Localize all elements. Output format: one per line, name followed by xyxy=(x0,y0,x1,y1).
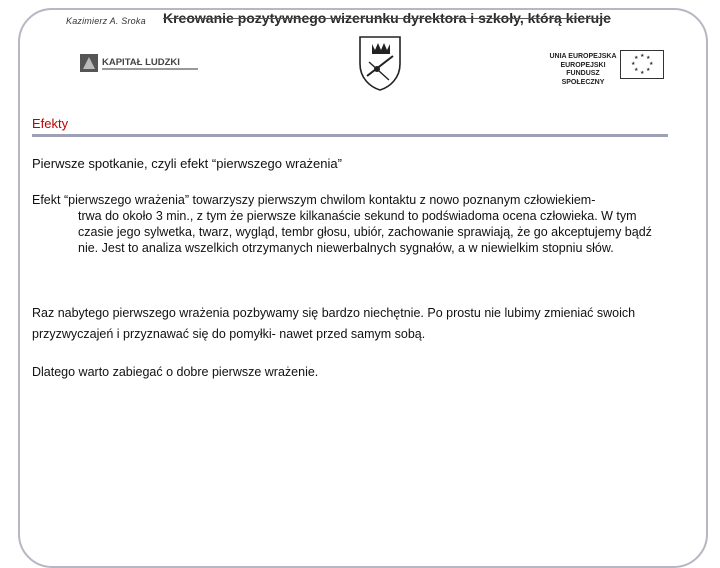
svg-text:★: ★ xyxy=(640,53,645,59)
paragraph-conclusion: Dlatego warto zabiegać o dobre pierwsze wrażenie. xyxy=(32,365,319,379)
kapital-ludzki-logo xyxy=(80,52,200,74)
paragraph-first-line: Efekt “pierwszego wrażenia” towarzyszy pierwszym chwilom kontaktu z nowo poznanym człowiekiem- xyxy=(32,193,596,207)
eu-line-1: UNIA EUROPEJSKA xyxy=(549,53,617,60)
crest-logo xyxy=(357,34,403,92)
svg-text:★: ★ xyxy=(634,67,639,73)
svg-text:★: ★ xyxy=(634,55,639,61)
svg-text:★: ★ xyxy=(646,67,651,73)
eu-flag-icon xyxy=(620,50,664,79)
eu-line-2: EUROPEJSKI xyxy=(560,61,606,69)
svg-text:★: ★ xyxy=(631,61,636,67)
author-name: Kazimierz A. Sroka xyxy=(66,16,146,26)
section-heading: Efekty xyxy=(32,116,69,131)
eu-logo-text xyxy=(549,53,617,87)
paragraph-reluctance: Raz nabytego pierwszego wrażenia pozbywamy się bardzo niechętnie. Po prostu nie lubimy zmieniać swoich przyzwyczajeń i przyznawać się do pomyłki- nawet przed samym sobą. xyxy=(32,306,636,341)
paragraph-first-impression xyxy=(32,192,672,256)
heading-divider xyxy=(32,134,668,137)
svg-text:★: ★ xyxy=(646,55,651,61)
svg-text:★: ★ xyxy=(649,61,654,67)
kapital-ludzki-text: KAPITAŁ LUDZKI xyxy=(102,57,180,68)
subtitle: Pierwsze spotkanie, czyli efekt “pierwszego wrażenia” xyxy=(32,156,342,171)
paragraph-indented-rest: trwa do około 3 min., z tym że pierwsze kilkanaście sekund to podświadoma ocena człowieka. W tym czasie jego sylwetka, twarz, wygląd, tembr głosu, ubiór, zachowanie sprawiają, że go akceptujemy bądź nie. Jest to analiza wszelkich otrzymanych niewerbalnych sygnałów, a w niewielkim stopniu słów. xyxy=(78,209,652,255)
header-title: Kreowanie pozytywnego wizerunku dyrektora i szkoły, którą kieruje xyxy=(163,10,611,26)
eu-line-3: FUNDUSZ SPOŁECZNY xyxy=(561,70,605,86)
svg-text:★: ★ xyxy=(640,70,645,76)
slide-frame xyxy=(18,8,708,568)
